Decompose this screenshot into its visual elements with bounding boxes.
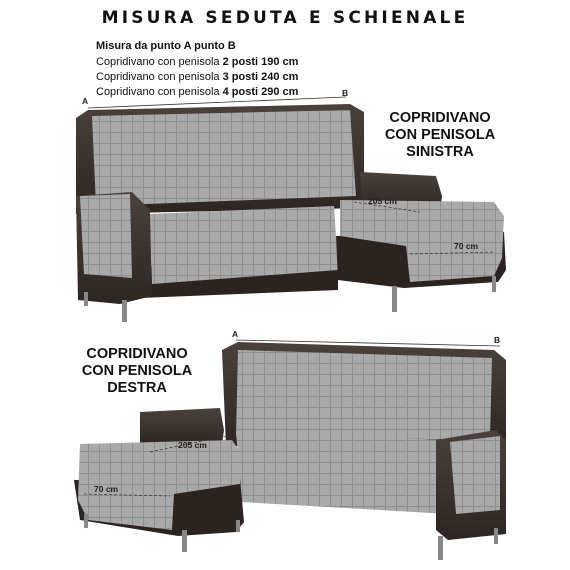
point-b-label: B [342, 88, 349, 98]
size-prefix: Copridivano con penisola [96, 86, 220, 98]
sofa-foot [84, 514, 88, 528]
sofa-foot [492, 276, 496, 292]
sofa-foot [236, 520, 240, 532]
seat-cover [236, 432, 448, 514]
label-line: COPRIDIVANO [86, 346, 188, 362]
right-arm-cover [450, 436, 500, 514]
size-value: 4 posti 290 cm [222, 86, 299, 98]
point-a-label: A [82, 96, 89, 106]
dim-long-label: 205 cm [178, 440, 207, 450]
sofa-foot [494, 528, 498, 544]
size-value: 3 posti 240 cm [222, 71, 299, 83]
right-chaise-sofa [74, 329, 506, 560]
label-line: SINISTRA [406, 144, 474, 160]
backrest-cover [92, 110, 356, 206]
label-line: CON PENISOLA [384, 127, 496, 143]
label-line: CON PENISOLA [81, 363, 193, 379]
dim-short-label: 70 cm [94, 484, 119, 494]
point-b-label: B [494, 335, 501, 345]
spec-heading: Misura da punto A punto B [96, 40, 236, 52]
sofa-foot [392, 286, 397, 312]
dim-short-label: 70 cm [454, 241, 479, 251]
left-chaise-sofa [76, 88, 506, 322]
sofa-foot [122, 300, 127, 322]
label-line: DESTRA [107, 380, 167, 396]
point-a-label: A [232, 329, 239, 339]
sofa-foot [438, 536, 443, 560]
size-prefix: Copridivano con penisola [96, 56, 220, 68]
dim-long-label: 205 cm [368, 196, 397, 206]
page-title: MISURA SEDUTA E SCHIENALE [101, 8, 469, 28]
label-line: COPRIDIVANO [389, 110, 491, 126]
sofa-foot [182, 530, 187, 552]
sofa-foot [84, 292, 88, 306]
backrest-cover [236, 350, 492, 440]
size-prefix: Copridivano con penisola [96, 71, 220, 83]
size-value: 2 posti 190 cm [222, 56, 299, 68]
left-arm-cover [80, 194, 132, 278]
